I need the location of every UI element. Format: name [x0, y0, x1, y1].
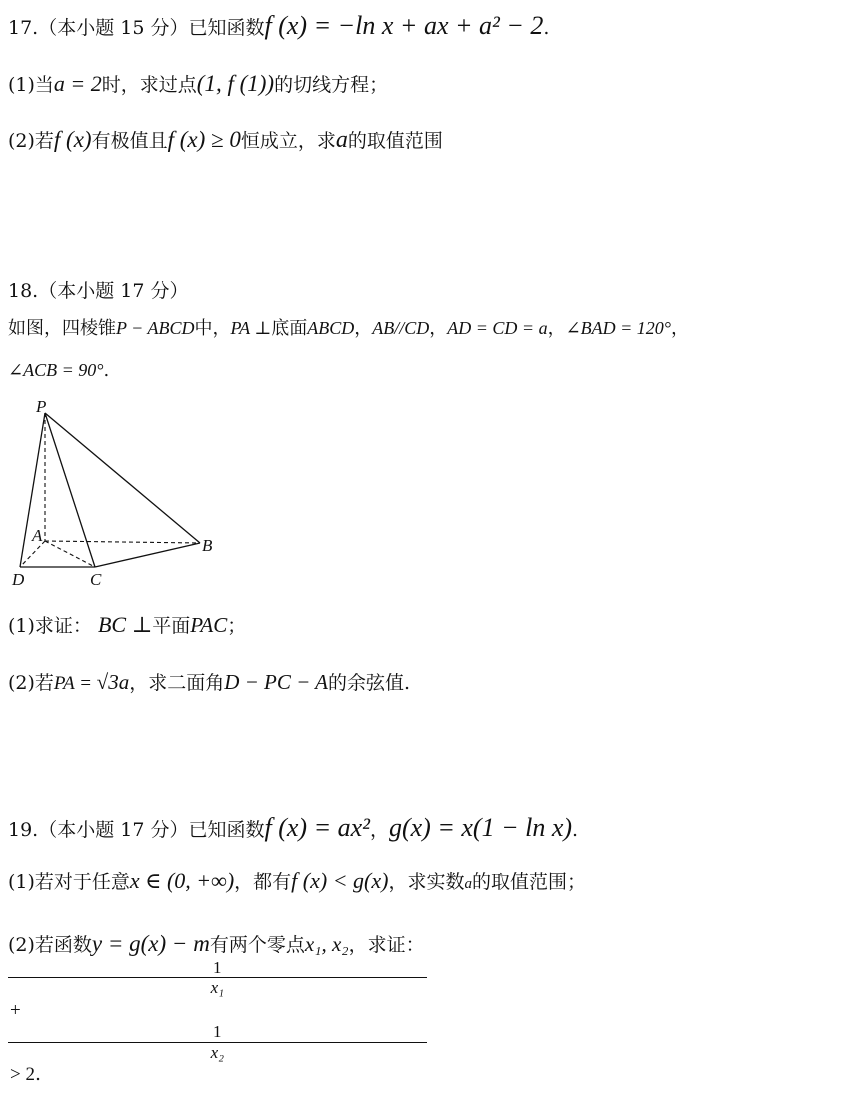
problem-17-end: .: [543, 17, 550, 39]
problem-18-title: 18.（本小题 17 分）: [8, 280, 189, 302]
problem-18-stem-line1: [8, 318, 689, 340]
fraction-2-denominator: x₂: [210, 1042, 225, 1062]
problem-17-title: 17.（本小题 15 分）已知函数: [8, 17, 265, 39]
p17-q2-mid: 有极值且: [91, 130, 168, 152]
p18-q2-mid: ，求二面角: [129, 672, 225, 694]
edge-AB: [45, 541, 200, 543]
p17-q1-cond: a = 2: [53, 71, 102, 96]
p18-stem-h: AB//CD: [372, 318, 430, 338]
p18-stem2-end: .: [103, 360, 110, 381]
p19-q2-mid: 有两个零点: [209, 934, 305, 956]
fraction-2-numerator: 1: [8, 1022, 427, 1043]
problem-17-header: [8, 10, 549, 41]
p19-f-def: f (x) = ax²: [264, 813, 370, 842]
problem-18-stem-line2: [8, 360, 109, 382]
fraction-1-denominator: x₁: [210, 978, 225, 998]
pyramid-figure: [10, 395, 240, 590]
p19-sep: ，: [369, 819, 389, 841]
p19-g-def: g(x) = x(1 − ln x): [388, 813, 573, 842]
p17-q2-var: a: [335, 127, 348, 153]
p18-stem-c: 中，: [194, 318, 231, 339]
p19-q2-rhs: > 2: [10, 1064, 35, 1086]
fraction-1: [8, 958, 427, 999]
p17-q1-mid: 时，求过点: [101, 74, 197, 96]
p19-q2-mid2: ，求证：: [348, 934, 425, 956]
p17-q2-prefix: (2)若: [8, 130, 54, 152]
p19-q1-ineq: f (x) < g(x): [291, 868, 389, 893]
p18-stem-b: P − ABCD: [116, 318, 195, 338]
p18-q1-prefix: (1)求证：: [8, 615, 92, 637]
p18-stem-m: ，: [671, 318, 689, 339]
problem-19-part1: [8, 868, 586, 894]
p17-q2-fx: f (x): [53, 127, 92, 152]
problem-17-formula: = −ln x + ax + a² − 2: [307, 11, 544, 40]
fraction-2: [8, 1022, 427, 1063]
p18-q2-cond-b: √3a: [96, 670, 130, 694]
p18-stem-d: PA ⊥: [230, 318, 272, 338]
p18-q1-end: ；: [227, 615, 247, 637]
p19-q2-end: .: [34, 1063, 42, 1086]
problem-18-header: [8, 280, 188, 303]
p19-q2-zeros: x₁, x₂: [304, 932, 349, 956]
p18-stem-k: ，: [547, 318, 566, 339]
problem-19-part2: [8, 930, 427, 1087]
p19-q1-var: a: [464, 876, 472, 892]
p19-q1-prefix: (1)若对于任意: [8, 871, 130, 893]
p19-q2-prefix: (2)若函数: [8, 934, 92, 956]
p18-stem-a: 如图，四棱锥: [8, 318, 116, 339]
label-A: A: [32, 526, 43, 545]
p17-q2-suffix: 的取值范围: [347, 130, 443, 152]
problem-17-fx: f (x): [264, 11, 308, 40]
label-B: B: [202, 536, 213, 555]
p18-q1-mid: 平面: [152, 615, 191, 637]
label-C: C: [90, 570, 102, 589]
p19-q1-mid2: ，求实数: [388, 871, 465, 893]
p18-stem-g: ，: [354, 318, 373, 339]
p19-q1-suffix: 的取值范围；: [471, 871, 586, 893]
p18-q2-suffix: 的余弦值.: [328, 672, 411, 694]
p18-q2-angle: D − PC − A: [224, 670, 329, 694]
p18-stem-i: ，: [429, 318, 448, 339]
label-D: D: [12, 570, 25, 589]
p18-q1-plane: PAC: [190, 613, 228, 637]
fraction-1-numerator: 1: [8, 958, 427, 979]
p18-q2-cond-a: PA =: [53, 673, 97, 694]
edge-PC: [45, 413, 95, 567]
problem-18-part1: [8, 612, 246, 638]
p17-q1-point: (1, f (1)): [196, 71, 275, 96]
p18-stem-e: 底面: [271, 318, 308, 339]
p18-stem-l: ∠BAD = 120°: [565, 318, 671, 338]
problem-17-part2: [8, 126, 443, 155]
p17-q2-ineq: f (x) ≥ 0: [167, 127, 241, 152]
p19-end: .: [572, 819, 579, 841]
edge-PB: [45, 413, 200, 543]
p17-q2-mid2: 恒成立，求: [240, 130, 336, 152]
edge-CB: [95, 543, 200, 567]
p18-stem-f: ABCD: [307, 318, 355, 338]
label-P: P: [36, 397, 47, 416]
p18-stem-j: AD = CD = a: [447, 318, 548, 338]
p18-q2-prefix: (2)若: [8, 672, 54, 694]
p18-stem2: ∠ACB = 90°: [8, 360, 104, 380]
problem-19-title: 19.（本小题 17 分）已知函数: [8, 819, 265, 841]
problem-19-header: [8, 812, 578, 843]
problem-17-part1: [8, 70, 388, 98]
plus-sign: +: [10, 999, 21, 1021]
p17-q1-prefix: (1)当: [8, 74, 54, 96]
p19-q1-dom: x ∈ (0, +∞): [129, 868, 235, 893]
p18-q1-stmt: BC ⊥: [97, 612, 153, 637]
p17-q1-suffix: 的切线方程；: [274, 74, 389, 96]
problem-18-part2: [8, 670, 410, 696]
p19-q1-mid: ，都有: [234, 871, 292, 893]
p19-q2-fn: y = g(x) − m: [91, 931, 210, 956]
